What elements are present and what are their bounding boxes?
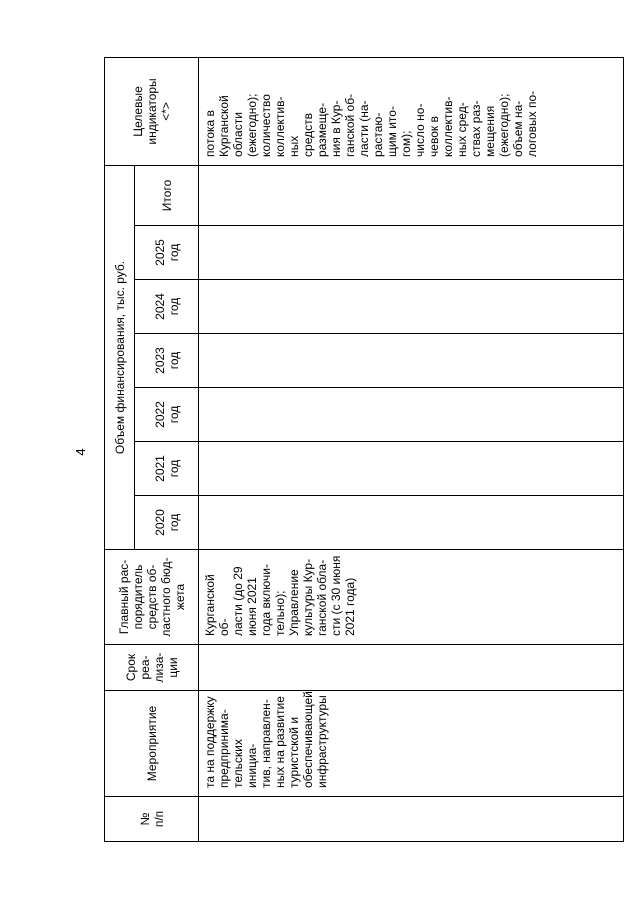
header-year-2023: 2023 год [135,334,199,388]
row-year-2020 [199,496,624,550]
header-executor: Главный рас- порядитель средств об- ластного бюд- жета [105,550,199,645]
row-num [199,797,624,842]
header-year-2024: 2024 год [135,280,199,334]
page-number: 4 [73,448,88,456]
header-year-2022: 2022 год [135,388,199,442]
table-row [199,57,624,841]
row-year-2021 [199,442,624,496]
row-executor: Курганской об- ласти (до 29 июня 2021 года включи- тельно); Управление культуры Кур- ганской обла- сти (с 30 июня 2021 года) [199,550,624,645]
header-financing: Объем финансирования, тыс. руб. [105,165,135,549]
row-event: та на поддержку предпринима- тельских инициа- тив, направлен- ных на развитие туристской и обеспечивающей инфраструктуры [199,691,624,797]
row-year-2022 [199,388,624,442]
row-targets: потока в Курганской области (ежегодно); количество коллектив- ных средств размеще- ния в Кур- ганской об- ласти (на- растаю- щим ито- гом); число но- чевок в коллектив- ных сред- ствах раз- мещения (ежегодно); объем на- логовых по- [199,57,624,165]
header-total: Итого [135,165,199,225]
header-year-2021: 2021 год [135,442,199,496]
header-term: Срок реа- лиза- ции [105,645,199,691]
row-year-2025 [199,226,624,280]
row-term [199,645,624,691]
row-year-2024 [199,280,624,334]
header-year-2025: 2025 год [135,226,199,280]
financing-table [104,57,624,842]
header-num: № п/п [105,797,199,842]
header-year-2020: 2020 год [135,496,199,550]
header-event: Мероприятие [105,691,199,797]
row-year-2023 [199,334,624,388]
header-targets: Целевые индикаторы <*> [105,57,199,165]
rotated-page [104,58,624,842]
row-total [199,165,624,225]
